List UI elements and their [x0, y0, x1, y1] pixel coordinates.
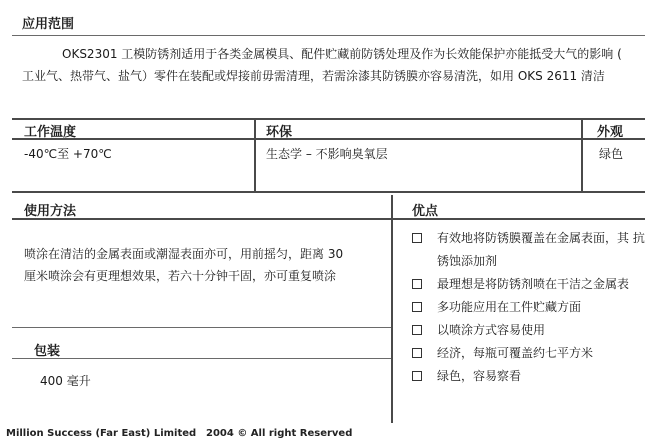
advantage-text: 绿色，容易察看	[437, 369, 522, 383]
environment-label: 环保	[266, 125, 293, 140]
application-title: 应用范围	[22, 17, 75, 32]
appearance-value: 绿色	[599, 147, 624, 161]
usage-text-line-2: 厘米喷涂会有更理想效果，若六十分钟干固，亦可重复喷涂	[24, 269, 337, 283]
advantage-text: 以喷涂方式容易使用	[437, 323, 546, 337]
list-item	[412, 227, 645, 273]
temperature-label: 工作温度	[24, 125, 77, 140]
checkbox-square-icon	[412, 302, 422, 312]
usage-text-line-1: 喷涂在清洁的金属表面或潮湿表面亦可，用前摇匀，距离 30	[24, 247, 344, 261]
advantage-text: 多功能应用在工件贮藏方面	[437, 300, 582, 314]
checkbox-square-icon	[412, 325, 422, 335]
footer-copyright: 2004 © All right Reserved	[206, 428, 353, 439]
advantages-list	[412, 227, 645, 388]
divider	[12, 191, 645, 193]
environment-value: 生态学 – 不影响臭氧层	[266, 147, 388, 161]
advantage-text: 经济，每瓶可覆盖约七平方米	[437, 346, 594, 360]
checkbox-square-icon	[412, 233, 422, 243]
usage-title: 使用方法	[24, 204, 77, 219]
footer-company: Million Success (Far East) Limited	[6, 428, 197, 439]
column-divider	[391, 195, 393, 423]
list-item	[412, 273, 645, 296]
list-item	[412, 296, 645, 319]
checkbox-square-icon	[412, 371, 422, 381]
divider	[12, 358, 391, 359]
divider	[12, 218, 645, 220]
packaging-title: 包装	[34, 344, 61, 359]
temperature-value: -40℃至 +70℃	[24, 147, 112, 161]
advantage-text: 最理想是将防锈剂喷在干洁之金属表	[437, 277, 630, 291]
divider	[12, 327, 391, 328]
checkbox-square-icon	[412, 348, 422, 358]
divider	[12, 35, 645, 36]
divider	[12, 118, 645, 120]
checkbox-square-icon	[412, 279, 422, 289]
divider	[12, 138, 645, 140]
list-item	[412, 342, 645, 365]
packaging-value: 400 毫升	[40, 374, 91, 388]
advantages-title: 优点	[412, 204, 439, 219]
application-text-line-2: 工业气、热带气、盐气）零件在装配或焊接前毋需清理，若需涂漆其防锈膜亦容易清洗，如用 OKS 2611 清洁	[22, 69, 605, 83]
list-item	[412, 365, 645, 388]
column-divider	[581, 118, 583, 191]
application-text-line-1: OKS2301 工模防锈剂适用于各类金属模具、配件贮藏前防锈处理及作为长效能保护亦能抵受大气的影响 (	[62, 47, 622, 61]
list-item	[412, 319, 645, 342]
column-divider	[254, 118, 256, 191]
advantage-text: 有效地将防锈膜覆盖在金属表面，其 抗锈蚀添加剂	[437, 231, 645, 268]
appearance-label: 外观	[597, 125, 624, 140]
